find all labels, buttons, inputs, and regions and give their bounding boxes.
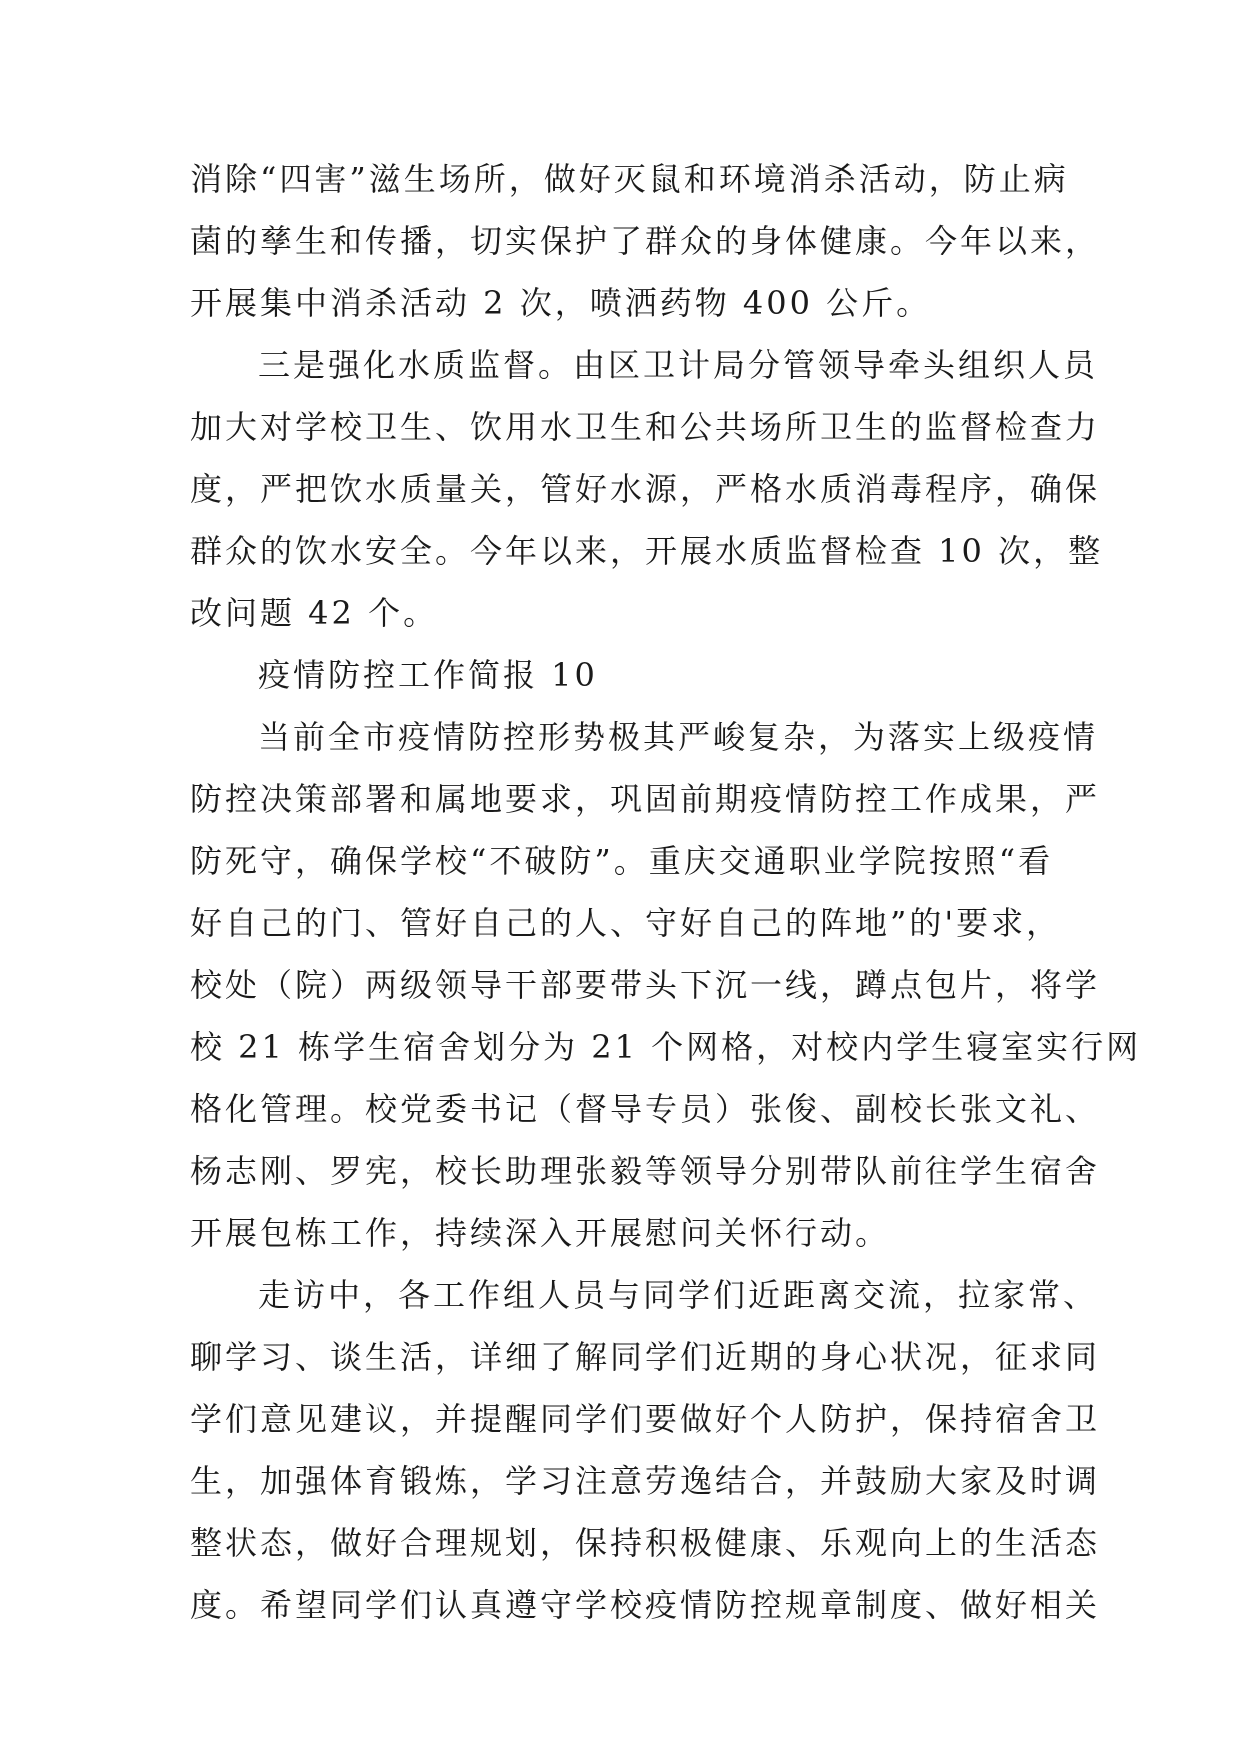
text-line: 消除“四害”滋生场所，做好灭鼠和环境消杀活动，防止病 <box>190 160 1069 198</box>
text-line: 防控决策部署和属地要求，巩固前期疫情防控工作成果，严 <box>190 780 1101 818</box>
paragraph-start-line: 三是强化水质监督。由区卫计局分管领导牵头组织人员 <box>258 346 1099 384</box>
paragraph-start-line: 走访中，各工作组人员与同学们近距离交流，拉家常、 <box>258 1276 1099 1314</box>
text-line: 好自己的门、管好自己的人、守好自己的阵地”的'要求， <box>190 904 1062 942</box>
text-line: 改问题 42 个。 <box>190 594 439 632</box>
text-line: 度，严把饮水质量关，管好水源，严格水质消毒程序，确保 <box>190 470 1101 508</box>
text-line: 格化管理。校党委书记（督导专员）张俊、副校长张文礼、 <box>190 1090 1101 1128</box>
text-line: 开展包栋工作，持续深入开展慰问关怀行动。 <box>190 1214 891 1252</box>
text-line: 度。希望同学们认真遵守学校疫情防控规章制度、做好相关 <box>190 1586 1101 1624</box>
text-line: 杨志刚、罗宪，校长助理张毅等领导分别带队前往学生宿舍 <box>190 1152 1101 1190</box>
text-line: 加大对学校卫生、饮用水卫生和公共场所卫生的监督检查力 <box>190 408 1101 446</box>
section-heading: 疫情防控工作简报 10 <box>258 656 598 694</box>
text-line: 学们意见建议，并提醒同学们要做好个人防护，保持宿舍卫 <box>190 1400 1101 1438</box>
text-line: 聊学习、谈生活，详细了解同学们近期的身心状况，征求同 <box>190 1338 1101 1376</box>
text-line: 生，加强体育锻炼，学习注意劳逸结合，并鼓励大家及时调 <box>190 1462 1101 1500</box>
text-line: 校处（院）两级领导干部要带头下沉一线，蹲点包片，将学 <box>190 966 1101 1004</box>
body-text <box>190 148 1142 1636</box>
text-line: 开展集中消杀活动 2 次，喷洒药物 400 公斤。 <box>190 284 932 322</box>
text-line: 防死守，确保学校“不破防”。重庆交通职业学院按照“看 <box>190 842 1054 880</box>
text-line: 校 21 栋学生宿舍划分为 21 个网格，对校内学生寝室实行网 <box>190 1028 1142 1066</box>
text-line: 菌的孳生和传播，切实保护了群众的身体健康。今年以来， <box>190 222 1101 260</box>
text-line: 整状态，做好合理规划，保持积极健康、乐观向上的生活态 <box>190 1524 1101 1562</box>
text-line: 群众的饮水安全。今年以来，开展水质监督检查 10 次，整 <box>190 532 1104 570</box>
paragraph-start-line: 当前全市疫情防控形势极其严峻复杂，为落实上级疫情 <box>258 718 1099 756</box>
